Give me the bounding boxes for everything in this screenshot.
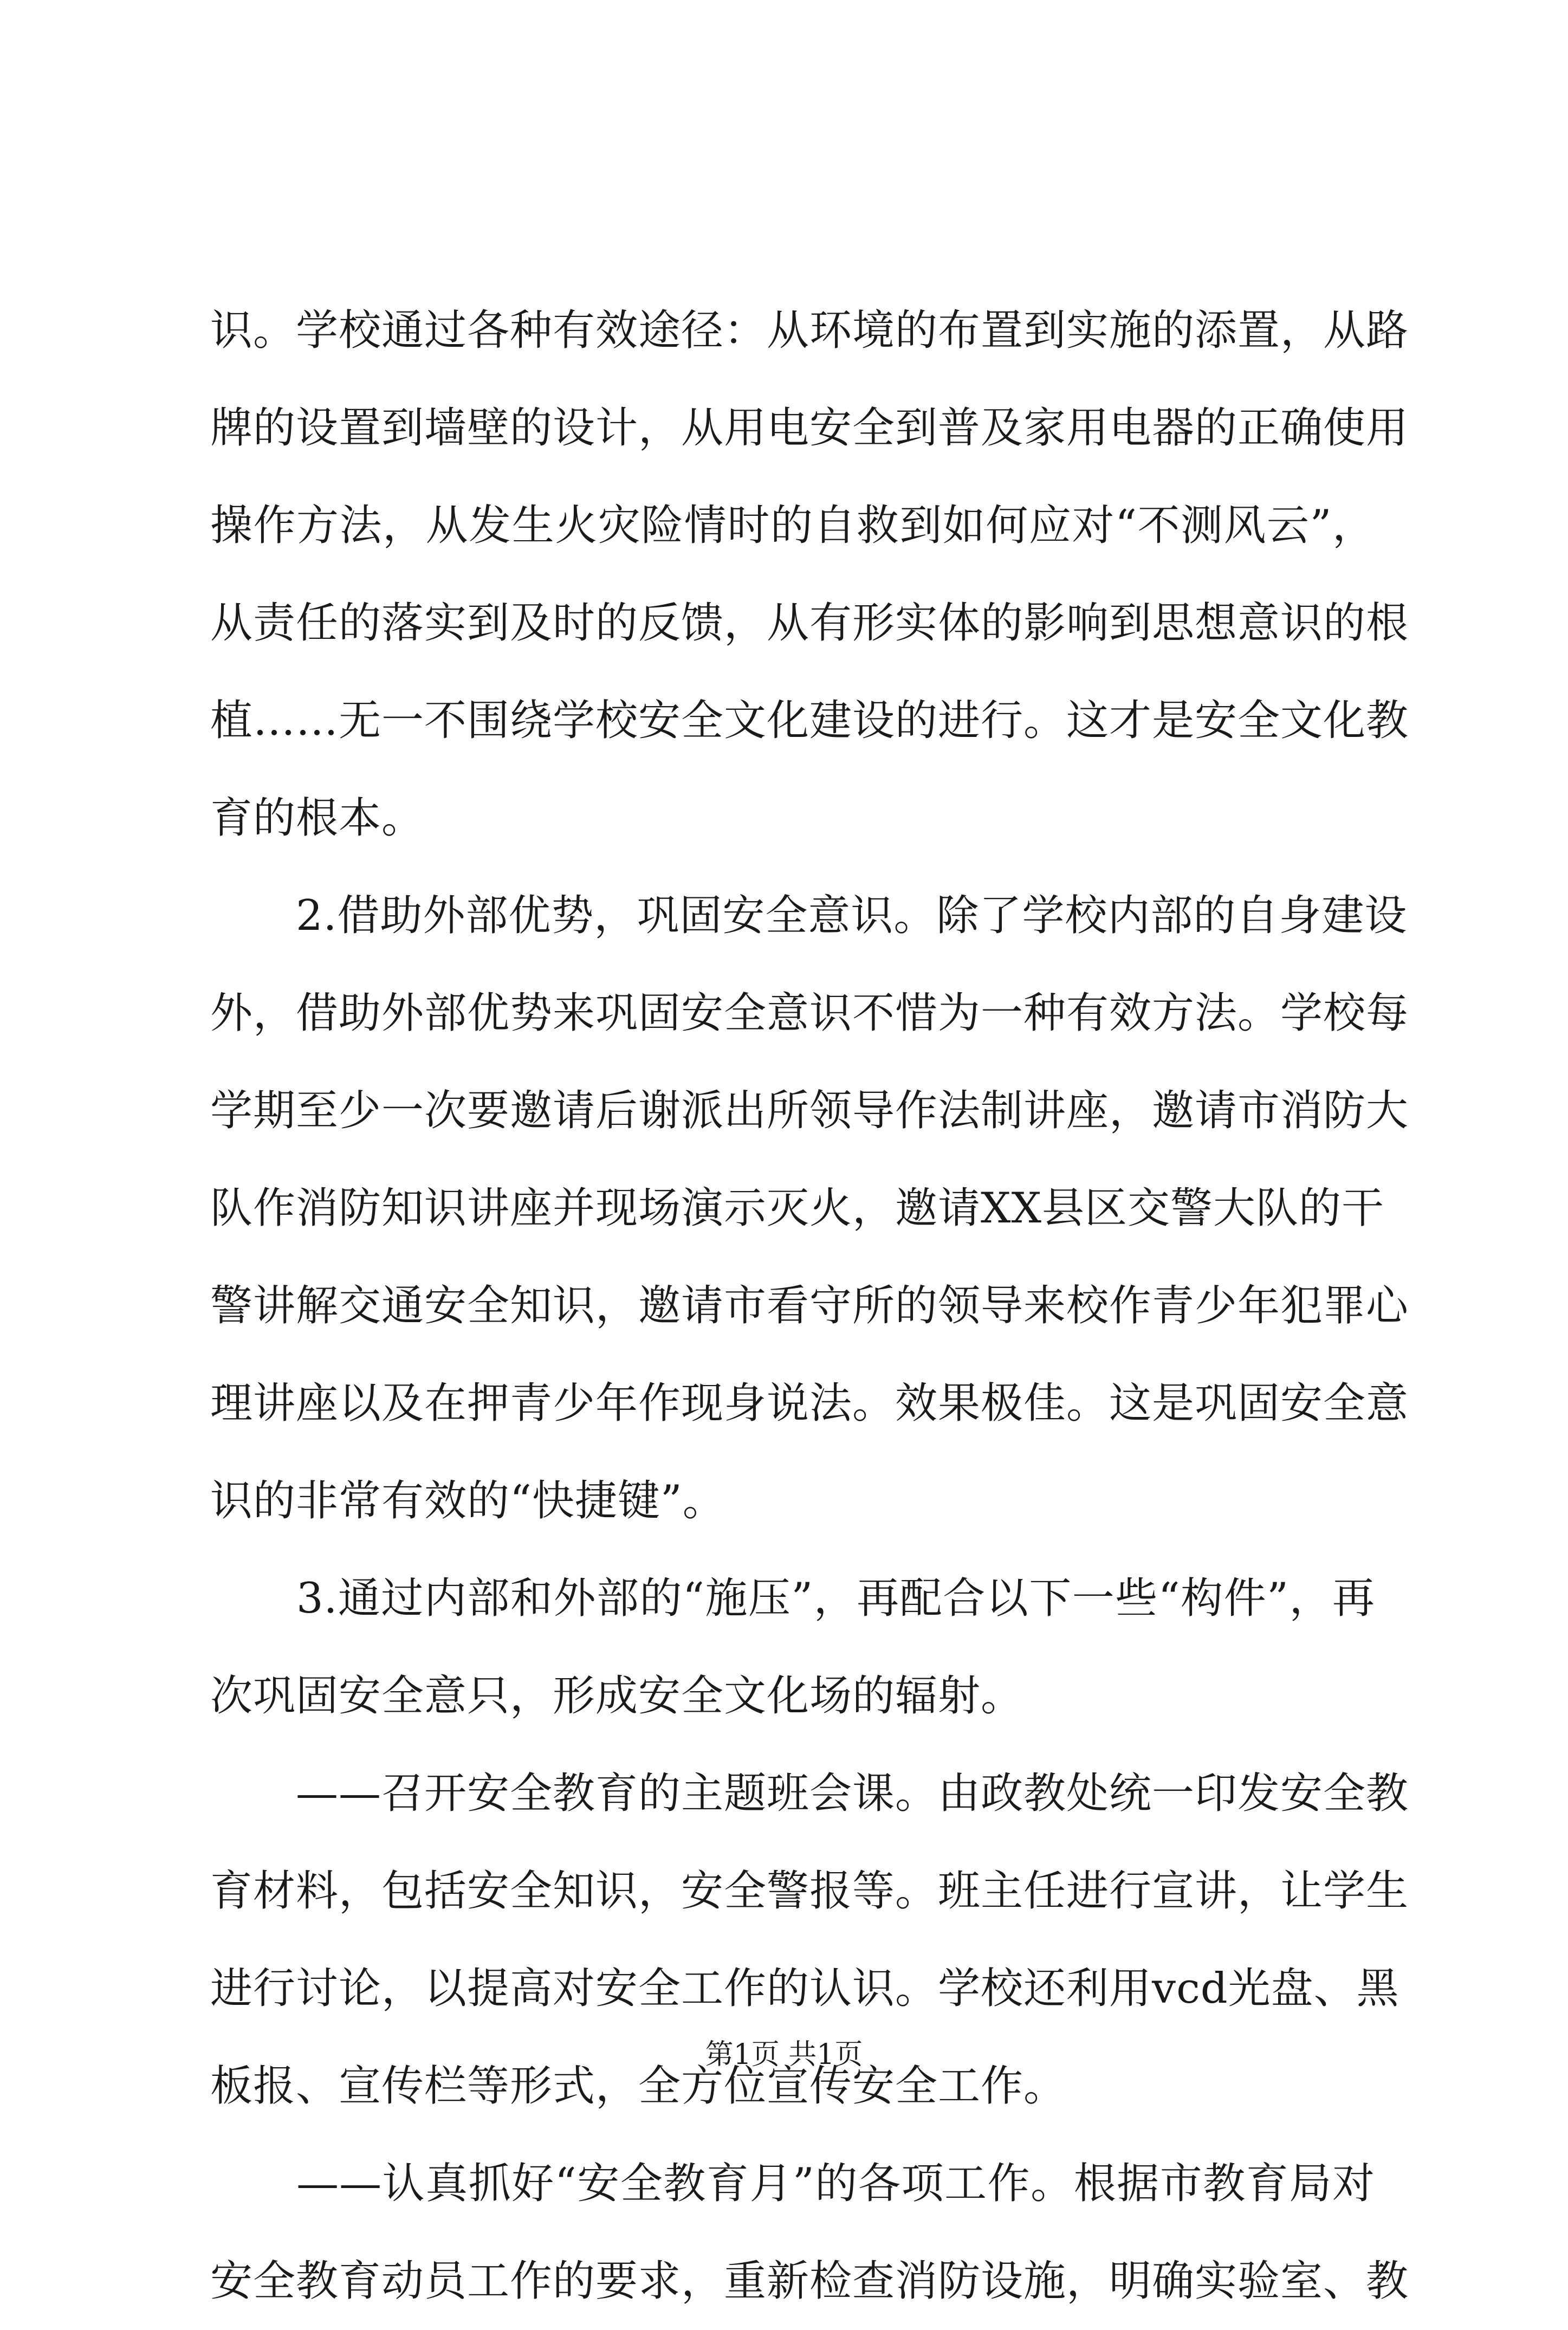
text-line: 育材料，包括安全知识，安全警报等。班主任进行宣讲，让学生 [210, 1867, 1409, 1915]
text-line: 2.借助外部优势，巩固安全意识。除了学校内部的自身建设 [210, 891, 1408, 940]
text-line: 队作消防知识讲座并现场演示灭火，邀请XX县区交警大队的干 [210, 1184, 1385, 1233]
text-line: 安全教育动员工作的要求，重新检查消防设施，明确实验室、教 [210, 2257, 1409, 2306]
text-line: 3.通过内部和外部的“施压”，再配合以下一些“构件”，再 [210, 1574, 1375, 1623]
text-line: 识的非常有效的“快捷键”。 [210, 1477, 725, 1525]
text-line: 警讲解交通安全知识，邀请市看守所的领导来校作青少年犯罪心 [210, 1282, 1409, 1330]
text-line: 识。学校通过各种有效途径：从环境的布置到实施的添置，从路 [210, 306, 1409, 355]
text-line: 板报、宣传栏等形式，全方位宣传安全工作。 [210, 2062, 1067, 2111]
text-line: 进行讨论，以提高对安全工作的认识。学校还利用vcd光盘、黑 [210, 1964, 1399, 2013]
text-line: 理讲座以及在押青少年作现身说法。效果极佳。这是巩固安全意 [210, 1379, 1409, 1428]
page-footer: 第1页 共1页 [705, 2038, 863, 2071]
text-line: 操作方法，从发生火灾险情时的自救到如何应对“不测风云”， [210, 501, 1375, 550]
text-line: 育的根本。 [210, 794, 425, 843]
document-body [210, 282, 1409, 2330]
text-line: 学期至少一次要邀请后谢派出所领导作法制讲座，邀请市消防大 [210, 1086, 1409, 1135]
text-line: 从责任的落实到及时的反馈，从有形实体的影响到思想意识的根 [210, 599, 1409, 648]
text-line: ——认真抓好“安全教育月”的各项工作。根据市教育局对 [210, 2159, 1375, 2208]
text-line: 次巩固安全意只，形成安全文化场的辐射。 [210, 1672, 1024, 1720]
text-line: 外，借助外部优势来巩固安全意识不惜为一种有效方法。学校每 [210, 989, 1409, 1038]
text-line: 植……无一不围绕学校安全文化建设的进行。这才是安全文化教 [210, 696, 1409, 745]
text-line: ——召开安全教育的主题班会课。由政教处统一印发安全教 [210, 1769, 1409, 1818]
text-line: 牌的设置到墙壁的设计，从用电安全到普及家用电器的正确使用 [210, 404, 1409, 452]
